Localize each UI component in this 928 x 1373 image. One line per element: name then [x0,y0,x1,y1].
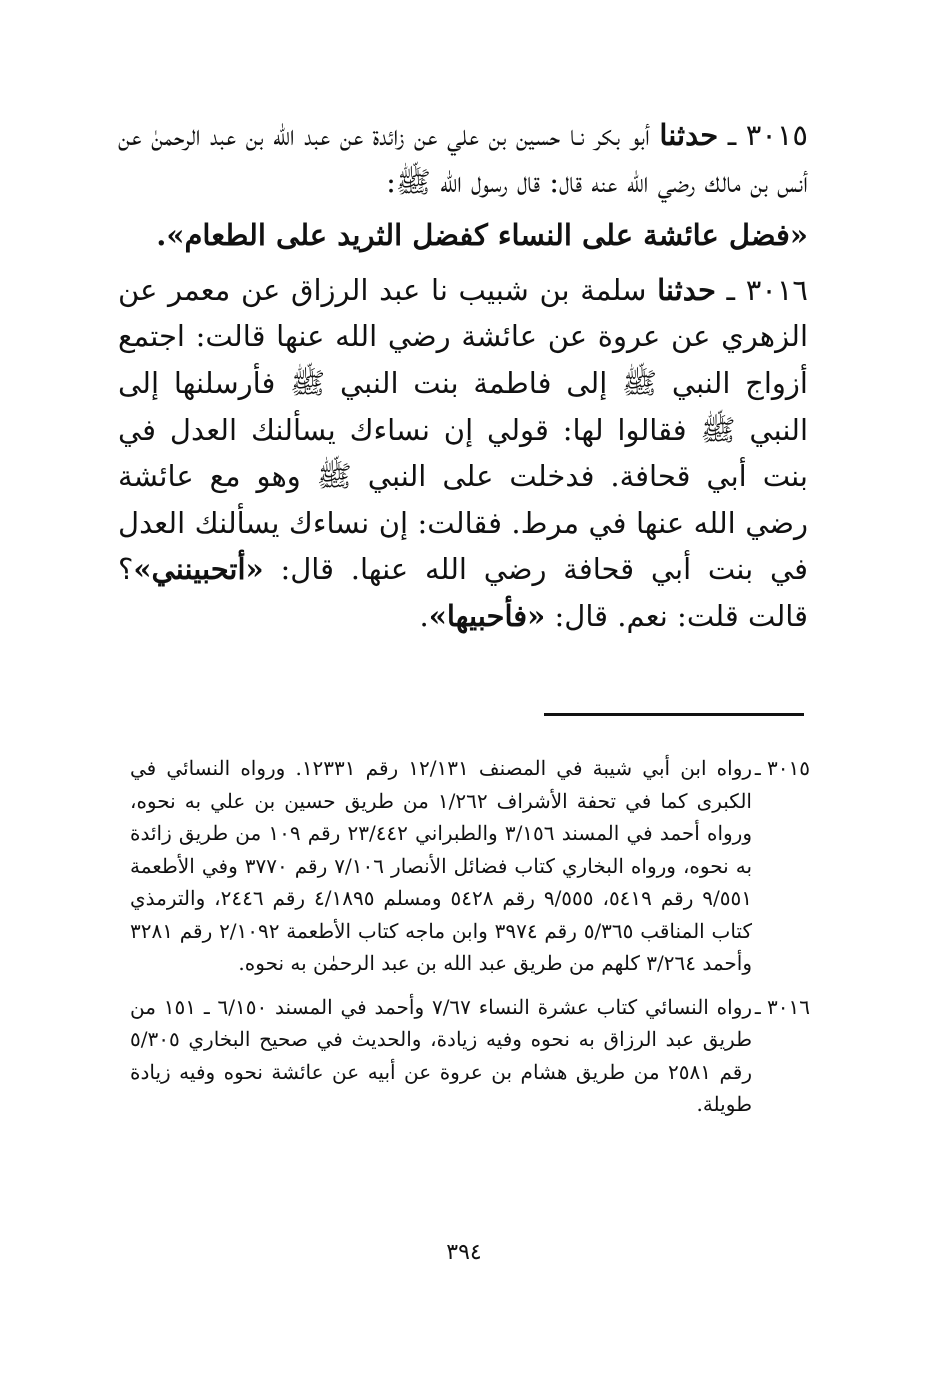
footnote-3016 [130,991,810,1121]
page-number: ٣٩٤ [446,1240,482,1265]
footnote-number: ٣٠١٦ ـ [754,994,810,1019]
hadith-text: أبو بكر نـا حسين بن علي عن زائدة عن عبد الله بن عبد الرحمنٰ عن أنس بن مالك رضي الله عنه قال: قال رسول الله ﷺ: [118,118,808,199]
hadith-middle: ؟ قالت قلت: نعم. قال: [118,552,808,633]
hadith-text: سلمة بن شبيب نا عبد الرزاق عن معمر عن الزهري عن عروة عن عائشة رضي الله عنها قالت: اجتمع أزواج النبي ﷺ إلى فاطمة بنت النبي ﷺ فأرسلنها إلى النبي ﷺ فقالوا لها: قولي إن نساءك يسألنك العدل في بنت أبي قحافة. فدخلت على النبي ﷺ وهو مع عائشة رضي الله عنها في مرط. فقالت: إن نساءك يسألنك العدل في بنت أبي قحافة رضي الله عنها. قال: [118,272,808,587]
footnote-text: رواه النسائي كتاب عشرة النساء ٧/٦٧ وأحمد في المسند ٦/١٥٠ ـ ١٥١ من طريق عبد الرزاق به نحوه وفيه زيادة، والحديث في صحيح البخاري ٥/٣٠٥ رقم ٢٥٨١ من طريق هشام بن عروة عن أبيه عن عائشة نحوه وفيه زيادة طويلة. [130,994,753,1116]
quote-text: «فضل عائشة على النساء كفضل الثريد على الطعام» [166,218,808,253]
hadith-3016 [118,267,808,640]
footnote-text: رواه ابن أبي شيبة في المصنف ١٢/١٣١ رقم ١٢٣٣١. ورواه النسائي في الكبرى كما في تحفة الأشراف ١/٢٦٢ من طريق حسين بن علي به نحوه، ورواه أحمد في المسند ٣/١٥٦ والطبراني ٢٣/٤٤٢ رقم ١٠٩ من طريق زائدة به نحوه، ورواه البخاري كتاب فضائل الأنصار ٧/١٠٦ رقم ٣٧٧٠ وفي الأطعمة ٩/٥٥١ رقم ٥٤١٩، ٩/٥٥٥ رقم ٥٤٢٨ ومسلم ٤/١٨٩٥ رقم ٢٤٤٦، والترمذي كتاب المناقب ٥/٣٦٥ رقم ٣٩٧٤ وابن ماجه كتاب الأطعمة ٢/١٠٩٢ رقم ٣٢٨١ وأحمد ٣/٢٦٤ كلهم من طريق عبد الله بن عبد الرحمٰن به نحوه. [130,756,753,975]
footnote-number: ٣٠١٥ ـ [754,756,810,780]
hadith-intro: حدثنا [657,272,716,307]
footnote-3015 [130,752,810,980]
hadith-intro: حدثنا [659,118,719,152]
quote-text: «فأحبيها» [428,598,546,633]
quote-text: «أتحبينني» [133,552,264,587]
hadith-3015 [118,112,808,205]
quote-tail: . [419,598,429,633]
hadith-number: ٣٠١٦ ـ [726,272,808,307]
footnote-divider [544,713,804,716]
main-text [118,112,808,640]
quote-tail: . [156,218,167,253]
hadith-quote [118,212,808,259]
hadith-number: ٣٠١٥ ـ [727,118,809,152]
footnotes [130,752,810,1132]
